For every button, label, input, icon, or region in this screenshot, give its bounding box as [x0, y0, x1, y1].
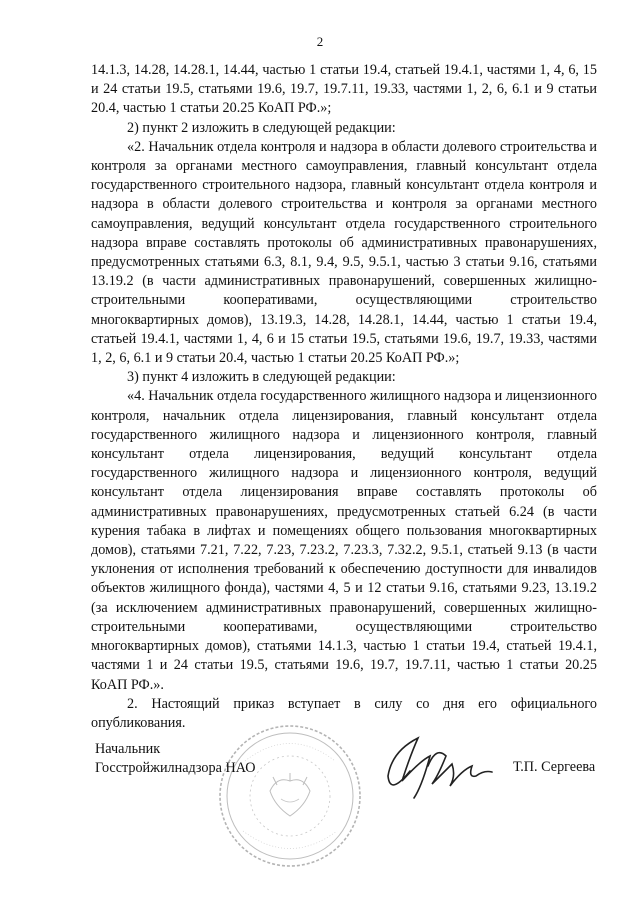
handwritten-signature — [380, 726, 500, 806]
signature-block — [0, 726, 640, 826]
paragraph-continuation: 14.1.3, 14.28, 14.28.1, 14.44, частью 1 статьи 19.4, статьей 19.4.1, частями 1, 4, 6, 15 и 24 статьи 19.5, статьями 19.6, 19.7, 19.7.11, 19.33, частями 1, 2, 6, 6.1 и 9 статьи 20.4, частью 1 статьи 20.25 КоАП РФ.»; — [91, 62, 597, 117]
paragraph-item-2-heading: 2) пункт 2 изложить в следующей редакции: — [127, 119, 396, 136]
signer-position — [95, 740, 256, 778]
paragraph-effective-date: 2. Настоящий приказ вступает в силу со дня его официального опубликования. — [91, 695, 597, 731]
paragraph-item-4-heading: 3) пункт 4 изложить в следующей редакции: — [127, 369, 396, 386]
document-body — [91, 61, 597, 733]
signer-position-line-1: Начальник — [95, 741, 161, 757]
paragraph-item-2-text: «2. Начальник отдела контроля и надзора в области долевого строительства и контроля за органами местного самоуправления, главный консультант отдела государственного строительного надзора, главный консультант отдела контроля и надзора в области долевого строительства и контроля за органами местного самоуправления, ведущий консультант отдела государственного строительного надзора вправе составлять протоколы об административных правонарушениях, предусмотренных статьями 6.3, 8.1, 9.4, 9.5, 9.5.1, частью 3 статьи 9.16, статьями 13.19.2 (в части административных правонарушений, совершенных жилищно-строительными кооперативами, осуществляющими строительство многоквартирных домов), 13.19.3, 14.28, 14.28.1, 14.44, частью 1 статьи 19.4, статьей 19.4.1, частями 1, 4, 6 и 15 статьи 19.5, статьями 19.6, 19.7, 19.33, частями 1, 2, 6, 6.1 и 9 статьи 20.4, частью 1 статьи 20.25 КоАП РФ.»; — [91, 138, 597, 367]
signer-name: Т.П. Сергеева — [513, 759, 596, 775]
signer-position-line-2: Госстройжилнадзора НАО — [95, 760, 256, 777]
page-number: 2 — [316, 34, 324, 49]
paragraph-item-4-text: «4. Начальник отдела государственного жилищного надзора и лицензионного контроля, начальник отдела лицензирования, главный консультант отдела государственного жилищного надзора и лицензионного контроля, главный консультант отдела лицензирования, ведущий консультант отдела государственного жилищного надзора и лицензионного контроля, ведущий консультант отдела лицензирования вправе составлять протоколы об административных правонарушениях, предусмотренных статьей 6.24 (в части курения табака в лифтах и помещениях общего пользования многоквартирных домов), статьями 7.21, 7.22, 7.23, 7.23.2, 7.23.3, 7.32.2, 9.5.1, статьей 9.13 (в части уклонения от исполнения требований к обеспечению доступности для инвалидов объектов жилищного фонда), частями 4, 5 и 12 статьи 9.16, статьями 9.23, 13.19.2 (за исключением административных правонарушений, совершенных жилищно-строительными кооперативами, осуществляющими строительство многоквартирных домов), статьями 14.1.3, частью 1 статьи 19.4, статьей 19.4.1, частями 1 и 24 статьи 19.5, статьями 19.6, 19.7, 19.7.11, частью 1 статьи 20.25 КоАП РФ.». — [91, 388, 598, 693]
